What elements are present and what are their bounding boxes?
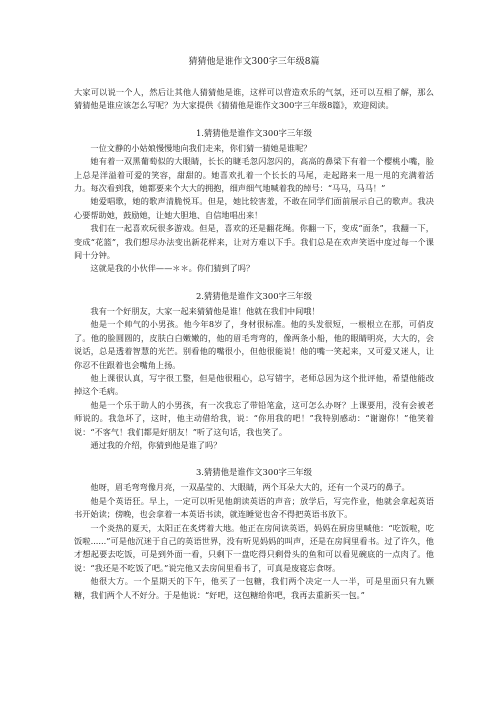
paragraph: 我们在一起喜欢玩很多游戏。但是，喜欢的还是翻花绳。你翻一下，变成“面条”，我翻一下，变成“花篮”，我们想尽办法变出新花样来，让对方难以下手。我们总是在欢声笑语中度过每一个课间十分钟。 <box>74 223 434 261</box>
paragraph: 他是个英语狂。早上，一定可以听见他朗读英语的声音；放学后，写完作业，他就会拿起英语书开始读；傍晚，也会拿着一本英语书读，就连睡觉也舍不得把英语书放下。 <box>74 495 434 520</box>
paragraph: 他是一个帅气的小男孩。他今年8岁了，身材很标准。他的头发很短，一根根立在那，可俏皮了。他的脸圆圆的，皮肤白白嫩嫩的，他的眉毛弯弯的，像两条小船，他的眼睛明亮，大大的，会说话，总是透着智慧的光芒。别看他的嘴很小，但他很能说！他的嘴一笑起来，又可爱又迷人，让你忍不住跟着也会嘴角上扬。 <box>74 319 434 370</box>
paragraph: 他是一个乐于助人的小男孩，有一次我忘了带铅笔盒，这可怎么办呀？上课要用，没有会被老师说的。我急坏了，这时，他主动借给我，说：“你用我的吧！”我特别感动：“谢谢你！”他笑着说：“不客气！我们都是好朋友！”听了这句话，我也笑了。 <box>74 399 434 437</box>
paragraph: 这就是我的小伙伴——＊＊。你们猜到了吗？ <box>90 263 255 274</box>
paragraph: 他很大方。一个星期天的下午，他买了一包糖，我们两个决定一人一半，可是里面只有九颗糖，我们两个人不好分。于是他说：“好吧，这包糖给你吧，我再去重新买一包。” <box>74 576 434 600</box>
section-title: 3.猜猜他是谁作文300字三年级 <box>195 467 313 478</box>
essay-section-1 <box>74 127 434 276</box>
section-title: 1.猜猜他是谁作文300字三年级 <box>195 127 313 138</box>
essay-section-2 <box>74 290 434 452</box>
document-title: 猜猜他是谁作文300字三年级8篇 <box>188 57 320 67</box>
section-title: 2.猜猜他是谁作文300字三年级 <box>195 290 313 301</box>
paragraph: 通过我的介绍，你猜到他是谁了吗？ <box>90 439 222 450</box>
paragraph: 一位文静的小姑娘慢慢地向我们走来，你们猜一猜她是谁呢？ <box>90 142 312 153</box>
paragraph: 她爱唱歌，她的歌声清脆悦耳。但是，她比较害羞，不敢在同学们面前展示自己的歌声。我决心要帮助她，鼓励她，让她大胆地、自信地唱出来！ <box>74 196 434 220</box>
essay-section-3 <box>74 466 434 602</box>
paragraph: 我有一个好朋友，大家一起来猜猜他是谁！他就在我们中间哦！ <box>90 305 320 316</box>
paragraph: 他呀，眉毛弯弯像月亮，一双晶莹的、大眼睛，两个耳朵大大的，还有一个灵巧的鼻子。 <box>90 482 410 493</box>
paragraph: 她有着一双黑葡萄似的大眼睛，长长的睫毛忽闪忽闪的，高高的鼻梁下有着一个樱桃小嘴，脸上总是洋溢着可爱的笑容，甜甜的。她喜欢扎着一个长长的马尾，走起路来一甩一甩的充满着活力。每次看到我，她都要来个大大的拥抱，细声细气地喊着我的绰号：“马马，马马！” <box>74 156 434 194</box>
paragraph: 一个炎热的夏天，太阳正在炙烤着大地。他正在房间读英语，妈妈在厨房里喊他：“吃饭啦，吃饭啦......”可是他沉迷于自己的英语世界，没有听见妈妈的叫声，还是在房间里看书。过了许久，他才想起要去吃饭，可是到外面一看，只剩下一盘吃得只剩骨头的鱼和可以看见碗底的一点肉了。他说：“我还是不吃饭了吧。”说完他又去房间里看书了，可真是废寝忘食呀。 <box>74 522 434 573</box>
paragraph: 他上课很认真，写字很工整，但是他很粗心，总写错字，老师总因为这个批评他，希望他能改掉这个毛病。 <box>74 372 434 397</box>
intro-paragraph: 大家可以说一个人，然后让其他人猜猜他是谁，这样可以营造欢乐的气氛，还可以互相了解，那么猜猜他是谁应该怎么写呢？为大家提供《猜猜他是谁作文300字三年级8篇》，欢迎阅读。 <box>74 87 434 111</box>
